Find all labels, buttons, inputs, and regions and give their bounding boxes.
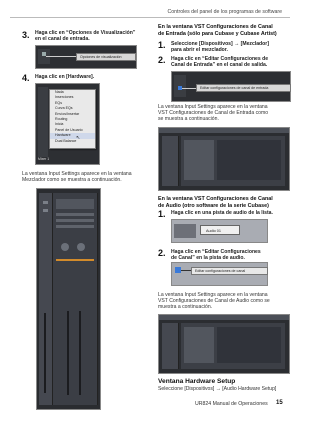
screenshot-vst-input-settings [158, 127, 290, 191]
step-4-text: Haga clic en [Hardware]. [35, 74, 95, 80]
left-paragraph [22, 171, 152, 183]
window-titlebar [159, 315, 289, 320]
eq-panel [217, 327, 281, 363]
options-menu [49, 89, 96, 149]
mouse-pointer-icon: ↖ [76, 135, 81, 141]
menu-item-envios[interactable]: Envíos/Insertar [55, 111, 80, 116]
right-paragraph-2-line-3: muestra a continuación. [158, 304, 213, 311]
right-paragraph-1-line-3: se muestra a continuación. [158, 116, 219, 123]
screenshot-display-options [35, 45, 137, 69]
edit-channel-callout: Editar configuraciones de canal [191, 267, 268, 275]
channel-fader[interactable] [79, 311, 81, 395]
left-paragraph-line-1: La ventana Input Settings aparece en la ventana [22, 171, 132, 177]
mixer-label: Mixer 1 [38, 157, 50, 161]
r-step-2-number: 2. [158, 55, 166, 65]
running-header: Controles del panel de los programas de software [167, 9, 282, 15]
menu-item-hardware[interactable]: Hardware [50, 133, 95, 138]
section-title-line-2: de Entrada (sólo para Cubase y Cubase Artist) [158, 30, 277, 37]
channel-fader[interactable] [44, 313, 46, 393]
gain-knob[interactable] [77, 243, 85, 251]
window-titlebar [159, 128, 289, 133]
screenshot-audio-track [171, 219, 268, 243]
callout-line [46, 56, 76, 57]
menu-item-curva-eqs[interactable]: Curva EQs [55, 106, 73, 111]
screenshot-input-settings-mixer [36, 188, 101, 410]
menu-item-inserciones[interactable]: Inserciones [55, 95, 74, 100]
screenshot-options-menu [35, 83, 100, 165]
r2-step-2-line-2: de Canal” en la pista de audio. [171, 255, 245, 262]
r-step-1-number: 1. [158, 40, 166, 50]
display-options-callout: Opciones de visualización [76, 53, 136, 61]
right-paragraph-1-line-2: VST Configuraciones de Canal de Entrada como [158, 110, 269, 117]
page-number: 15 [276, 400, 283, 406]
menu-item-panel-usuario[interactable]: Panel de Usuario [55, 127, 83, 132]
header-rule [10, 17, 290, 18]
r2-step-2-line-1: Haga clic en “Editar Configuraciones [171, 249, 261, 255]
right-paragraph-2-line-2: VST Configuraciones de Canal de Audio como se [158, 298, 270, 305]
callout-line [181, 270, 191, 271]
mixer-channel-strip-1 [39, 193, 53, 405]
channel-settings-panel [181, 323, 285, 369]
left-paragraph-line-2: Mezclador como se muestra a continuación. [22, 177, 122, 184]
settings-row[interactable] [56, 213, 94, 216]
right-paragraph-1-line-1: La ventana Input Settings aparece en la ventana [158, 104, 268, 110]
menu-item-routing[interactable]: Routing [55, 117, 68, 122]
insert-slots-panel [181, 136, 285, 186]
settings-row[interactable] [56, 219, 94, 222]
hardware-setup-title: Ventana Hardware Setup [158, 378, 236, 385]
right-paragraph-2-line-1: La ventana Input Settings aparece en la ventana [158, 292, 268, 298]
menu-item-nada[interactable]: Nada [55, 90, 64, 94]
meter-bar [56, 259, 94, 261]
callout-line [182, 88, 197, 89]
hardware-setup-text: Seleccione [Dispositivos] → [Audio Hardware Setup] [158, 386, 277, 392]
screenshot-vst-audio-settings [158, 314, 290, 374]
right-paragraph-1 [158, 104, 293, 123]
section-title-2-line-2: de Audio (otro software de la serie Cubase) [158, 202, 269, 209]
input-channel-strip [162, 136, 179, 186]
r2-step-1-number: 1. [158, 209, 166, 219]
r-step-1-line-1: Seleccione [Dispositivos] → [Mezclador] [171, 41, 269, 47]
step-3-number: 3. [22, 30, 30, 40]
r2-step-2-text [171, 249, 291, 261]
section-title-2-line-1: En la ventana VST Configuraciones de Canal [158, 196, 273, 202]
gain-knob[interactable] [61, 243, 69, 251]
menu-item-dual-balance[interactable]: Dual Balance [55, 138, 77, 143]
section-title-audio-channel [158, 196, 293, 209]
menu-item-eqs[interactable]: EQs [55, 100, 62, 105]
screenshot-edit-channel-settings [171, 262, 268, 286]
screenshot-edit-input-settings [171, 71, 291, 102]
r-step-1-text [171, 41, 291, 53]
r2-step-2-number: 2. [158, 248, 166, 258]
r-step-2-line-2: Canal de Entrada” en el canal de salida. [171, 62, 268, 69]
hardware-panel [184, 140, 214, 180]
edit-input-settings-callout: Editar configuraciones de canal de entrada [196, 84, 291, 92]
step-3-line-1: Haga clic en “Opciones de Visualización” [35, 30, 136, 36]
r-step-1-line-2: para abrir el mezclador. [171, 47, 228, 54]
input-settings-panel [53, 193, 98, 405]
step-4-number: 4. [22, 73, 30, 83]
step-3-text [35, 30, 155, 42]
step-3-line-2: en el canal de entrada. [35, 36, 90, 43]
settings-row[interactable] [56, 225, 94, 228]
audio-channel-strip [162, 323, 179, 369]
section-title-line-1: En la ventana VST Configuraciones de Canal [158, 24, 273, 30]
hardware-section-header [56, 199, 94, 209]
r-step-2-text [171, 56, 291, 68]
menu-item-inicia[interactable]: Inicia [55, 122, 64, 127]
r2-step-1-text: Haga clic en una pista de audio de la lista. [171, 210, 273, 216]
r-step-2-line-1: Haga clic en “Editar Configuraciones de [171, 56, 269, 62]
channel-knob[interactable] [43, 209, 48, 212]
footer-manual-title: UR824 Manual de Operaciones [195, 401, 268, 407]
channel-fader[interactable] [67, 311, 69, 395]
right-paragraph-2 [158, 292, 293, 311]
eq-panel [217, 140, 281, 180]
track-icons [174, 224, 196, 238]
track-name-field[interactable]: Audio 01 [200, 225, 240, 235]
mixer-strip-thumb [38, 87, 48, 157]
section-title-input-channel [158, 24, 293, 37]
channel-knob[interactable] [43, 201, 48, 204]
hardware-panel [184, 327, 214, 363]
